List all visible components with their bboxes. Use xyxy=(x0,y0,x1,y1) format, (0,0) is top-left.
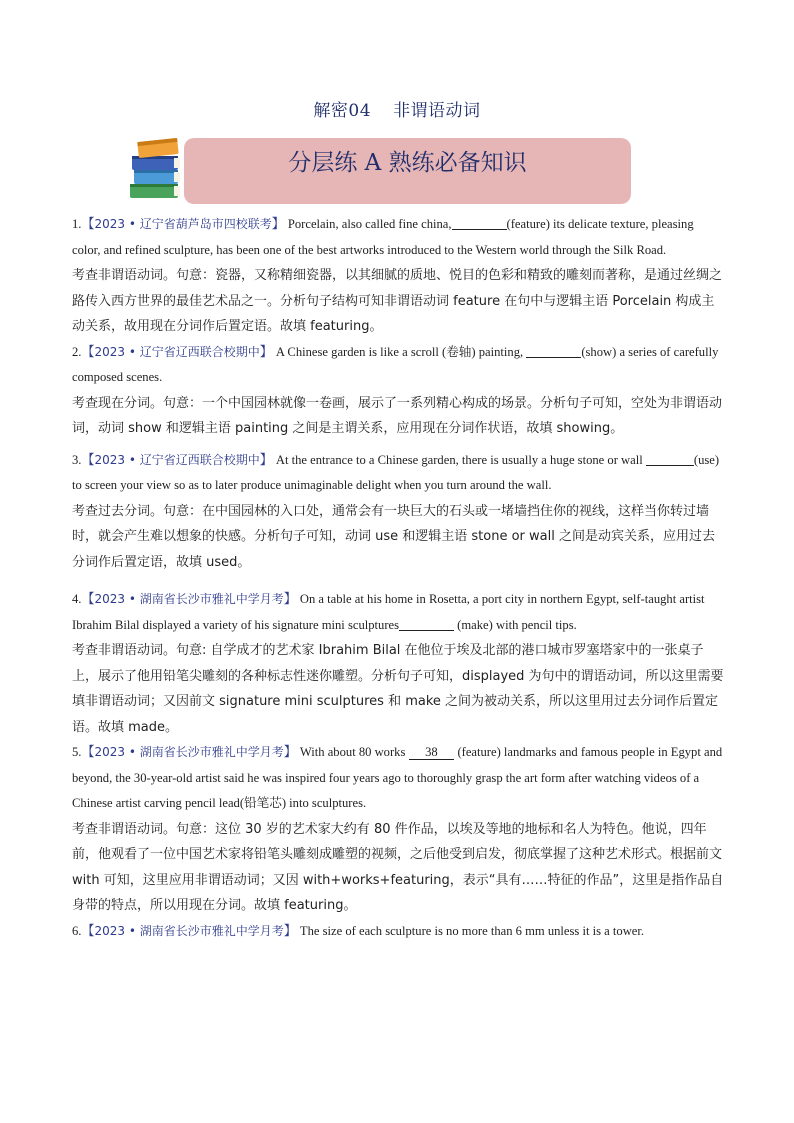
title-left: 解密04 xyxy=(313,101,372,121)
question-list xyxy=(72,212,724,944)
question-5: 5.【2023 • 湖南省长沙市雅礼中学月考】 With about 80 works 38 (feature) landmarks and famous people in Egypt and beyond, the 30-year-old artist said he was inspired four years ago to thoroughly grasp the art form after watching videos of a Chinese artist carving pencil lead(铅笔芯) into sculptures. xyxy=(72,745,723,810)
question-source: 2023 • 湖南省长沙市雅礼中学月考 xyxy=(94,923,284,938)
answer-blank xyxy=(526,343,581,358)
page-title xyxy=(0,96,794,121)
answer-blank xyxy=(452,215,507,230)
question-1: 1.【2023 • 辽宁省葫芦岛市四校联考】 Porcelain, also called fine china, (feature) its delicate texture, pleasing color, and refined sculpture, has been one of the best artworks introduced to the Western world through the Silk Road. xyxy=(72,217,694,257)
question-6: 6.【2023 • 湖南省长沙市雅礼中学月考】 The size of each sculpture is no more than 6 mm unless it is a tower. xyxy=(72,923,645,939)
analysis-1: 考查非谓语动词。句意：瓷器，又称精细瓷器，以其细腻的质地、悦目的色彩和精致的雕刻而著称，是通过丝绸之路传入西方世界的最佳艺术品之一。分析句子结构可知非谓语动词 feature 在句中与逻辑主语 Porcelain 构成主动关系，故用现在分词作后置定语。故填 featuring。 xyxy=(72,268,723,334)
analysis-3: 考查过去分词。句意：在中国园林的入口处，通常会有一块巨大的石头或一堵墙挡住你的视线，这样当你转过墙时，就会产生难以想象的快感。分析句子可知，动词 use 和逻辑主语 stone or wall 之间是动宾关系，应用过去分词作后置定语，故填 used。 xyxy=(72,503,715,570)
question-source: 2023 • 辽宁省辽西联合校期中 xyxy=(94,452,260,467)
analysis-5: 考查非谓语动词。句意：这位 30 岁的艺术家大约有 80 件作品，以埃及等地的地标和名人为特色。他说，四年前，他观看了一位中国艺术家将铅笔头雕刻成雕塑的视频，之后他受到启发，彻底掌握了这种艺术形式。根据前文 with 可知，这里应用非谓语动词；又因 with+works+featuring，表示“具有……特征的作品”，这里是指作品自身带的特点，所以用现在分词。故填 featuring。 xyxy=(72,821,724,913)
analysis-2: 考查现在分词。句意：一个中国园林就像一卷画，展示了一系列精心构成的场景。分析句子可知，空处为非谓语动词，动词 show 和逻辑主语 painting 之间是主谓关系，应用现在分词作状语，故填 showing。 xyxy=(72,395,723,436)
book-stack-icon xyxy=(126,132,186,204)
answer-blank xyxy=(646,451,694,466)
analysis-4: 考查非谓语动词。句意: 自学成才的艺术家 Ibrahim Bilal 在他位于埃及北部的港口城市罗塞塔家中的一张桌子上，展示了他用铅笔尖雕刻的各种标志性迷你雕塑。分析句子可知，displayed 为句中的谓语动词，所以这里需要填非谓语动词；又因前文 signature mini sculptures 和 make 之间为被动关系，所以这里用过去分词作后置定语。故填 made。 xyxy=(72,643,724,735)
question-source: 2023 • 辽宁省葫芦岛市四校联考 xyxy=(94,217,272,231)
banner-title: 分层练 A 熟练必备知识 xyxy=(288,150,527,176)
answer-blank-number: 38 xyxy=(409,745,455,760)
title-right: 非谓语动词 xyxy=(393,101,481,121)
question-4: 4.【2023 • 湖南省长沙市雅礼中学月考】 On a table at his home in Rosetta, a port city in northern Egypt, self-taught artist Ibrahim Bilal displayed a variety of his signature mini sculptures (make) with pencil tips. xyxy=(72,592,705,632)
question-source: 2023 • 辽宁省辽西联合校期中 xyxy=(94,344,260,359)
question-2: 2.【2023 • 辽宁省辽西联合校期中】 A Chinese garden is like a scroll (卷轴) painting, (show) a series of carefully composed scenes. xyxy=(72,344,719,384)
question-source: 2023 • 湖南省长沙市雅礼中学月考 xyxy=(94,745,284,759)
answer-blank xyxy=(399,616,454,631)
question-source: 2023 • 湖南省长沙市雅礼中学月考 xyxy=(94,592,284,606)
question-3: 3.【2023 • 辽宁省辽西联合校期中】 At the entrance to a Chinese garden, there is usually a huge stone or wall (use) to screen your view so as to later produce unimaginable delight when you turn around the wall. xyxy=(72,452,720,492)
